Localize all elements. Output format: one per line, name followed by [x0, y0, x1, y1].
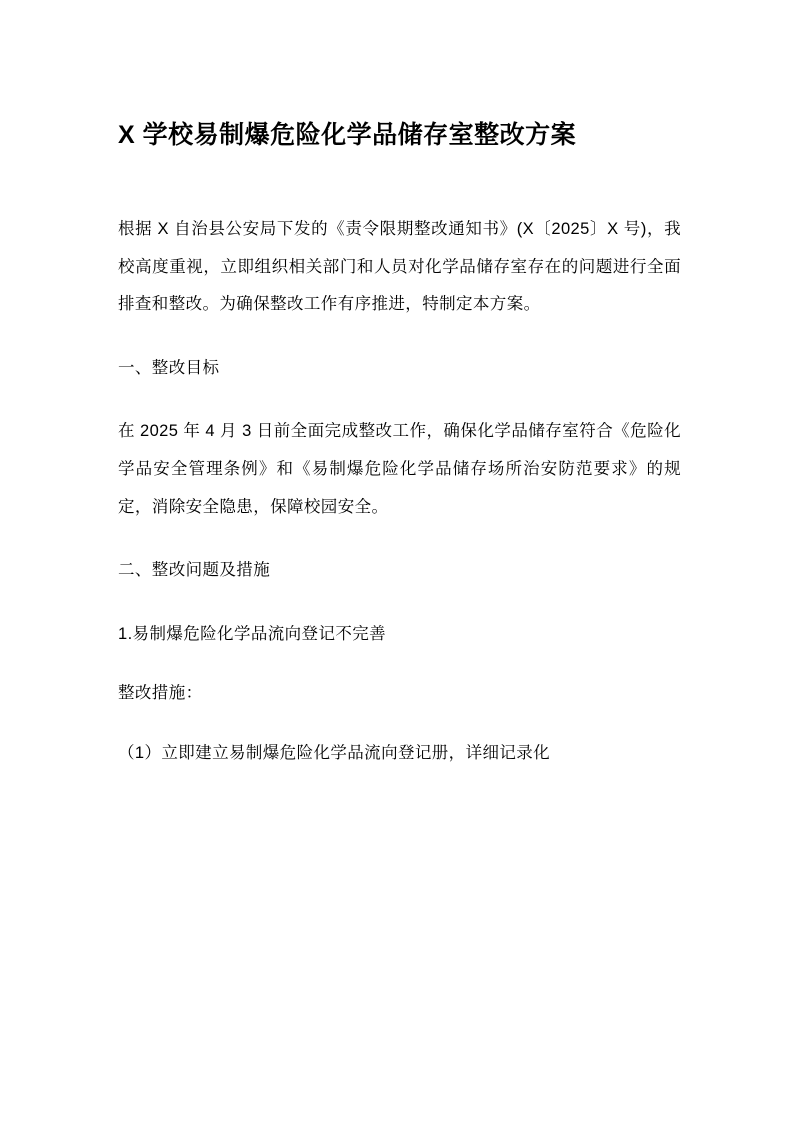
heading-integration-goal: 一、整改目标 — [118, 358, 220, 377]
measures-label: 整改措施： — [118, 684, 203, 703]
issue-item-1: 1.易制爆危险化学品流向登记不完善 — [118, 624, 387, 643]
heading-issues-and-measures: 二、整改问题及措施 — [118, 561, 271, 580]
paragraph-intro: 根据 X 自治县公安局下发的《责令限期整改通知书》(X〔2025〕X 号)，我校高度重视，立即组织相关部门和人员对化学品储存室存在的问题进行全面排查和整改。为确保整改工作有序推进，特制定本方案。 — [118, 220, 681, 314]
measure-item-1: （1）立即建立易制爆危险化学品流向登记册，详细记录化 — [118, 744, 551, 763]
page-title: X 学校易制爆危险化学品储存室整改方案 — [118, 121, 577, 149]
paragraph-integration-goal-body: 在 2025 年 4 月 3 日前全面完成整改工作，确保化学品储存室符合《危险化学品安全管理条例》和《易制爆危险化学品储存场所治安防范要求》的规定，消除安全隐患，保障校园安全。 — [118, 422, 681, 516]
